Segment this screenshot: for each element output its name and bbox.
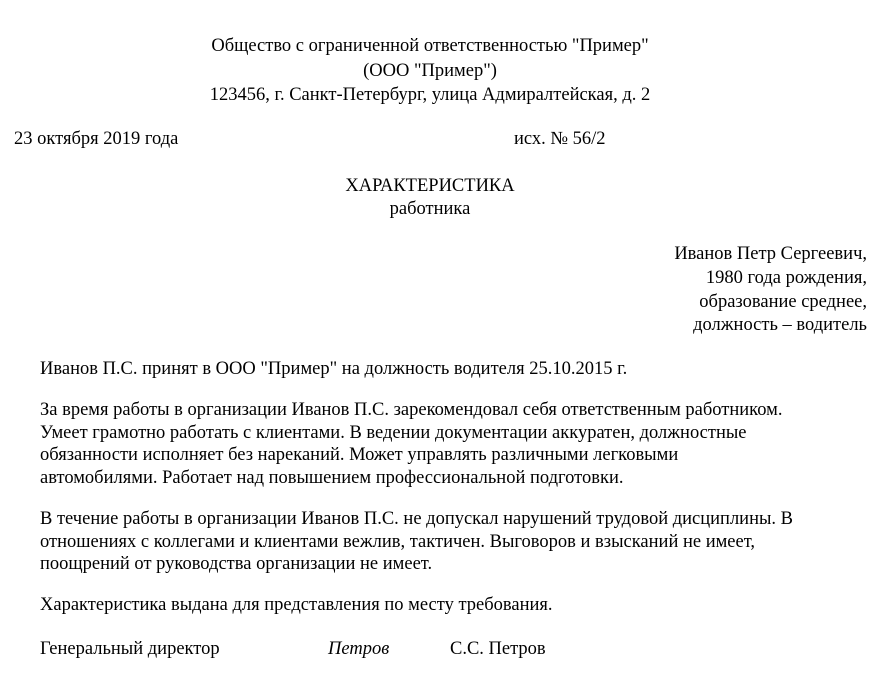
paragraph-line: обязанности исполняет без нареканий. Может управлять различными легковыми (40, 445, 679, 465)
org-address: 123456, г. Санкт-Петербург, улица Адмиралтейская, д. 2 (209, 85, 651, 105)
paragraph-line: отношениях с коллегами и клиентами вежлив, тактичен. Выговоров и взысканий не имеет, (40, 531, 756, 552)
paragraph-purpose: Характеристика выдана для представления по месту требования. (40, 595, 553, 615)
org-short-name: (ООО "Пример") (363, 61, 497, 81)
paragraph-line: автомобилями. Работает над повышением профессиональной подготовки. (40, 467, 624, 488)
paragraph-discipline (40, 508, 870, 576)
paragraph-performance (40, 399, 870, 489)
employee-birth-year: 1980 года рождения, (705, 268, 867, 288)
signatory-position: Генеральный директор (40, 639, 220, 659)
document-title: ХАРАКТЕРИСТИКА (345, 176, 515, 196)
org-name: Общество с ограниченной ответственностью "Пример" (211, 36, 649, 56)
document-subtitle: работника (389, 199, 471, 219)
signature: Петров (328, 639, 390, 659)
paragraph-line: В течение работы в организации Иванов П.С. не допускал нарушений трудовой дисциплины. В (40, 509, 793, 529)
paragraph-line: За время работы в организации Иванов П.С. зарекомендовал себя ответственным работником. (40, 400, 783, 420)
outgoing-number: исх. № 56/2 (514, 129, 606, 149)
employee-education: образование среднее, (699, 292, 867, 312)
paragraph-line: Умеет грамотно работать с клиентами. В ведении документации аккуратен, должностные (40, 422, 747, 443)
document-date: 23 октября 2019 года (14, 129, 179, 149)
employee-name: Иванов Петр Сергеевич, (674, 244, 867, 264)
signatory-name: С.С. Петров (450, 639, 546, 659)
paragraph-line: поощрений от руководства организации не имеет. (40, 554, 433, 574)
employee-position: должность – водитель (693, 315, 867, 335)
paragraph-hired: Иванов П.С. принят в ООО "Пример" на должность водителя 25.10.2015 г. (40, 359, 628, 379)
